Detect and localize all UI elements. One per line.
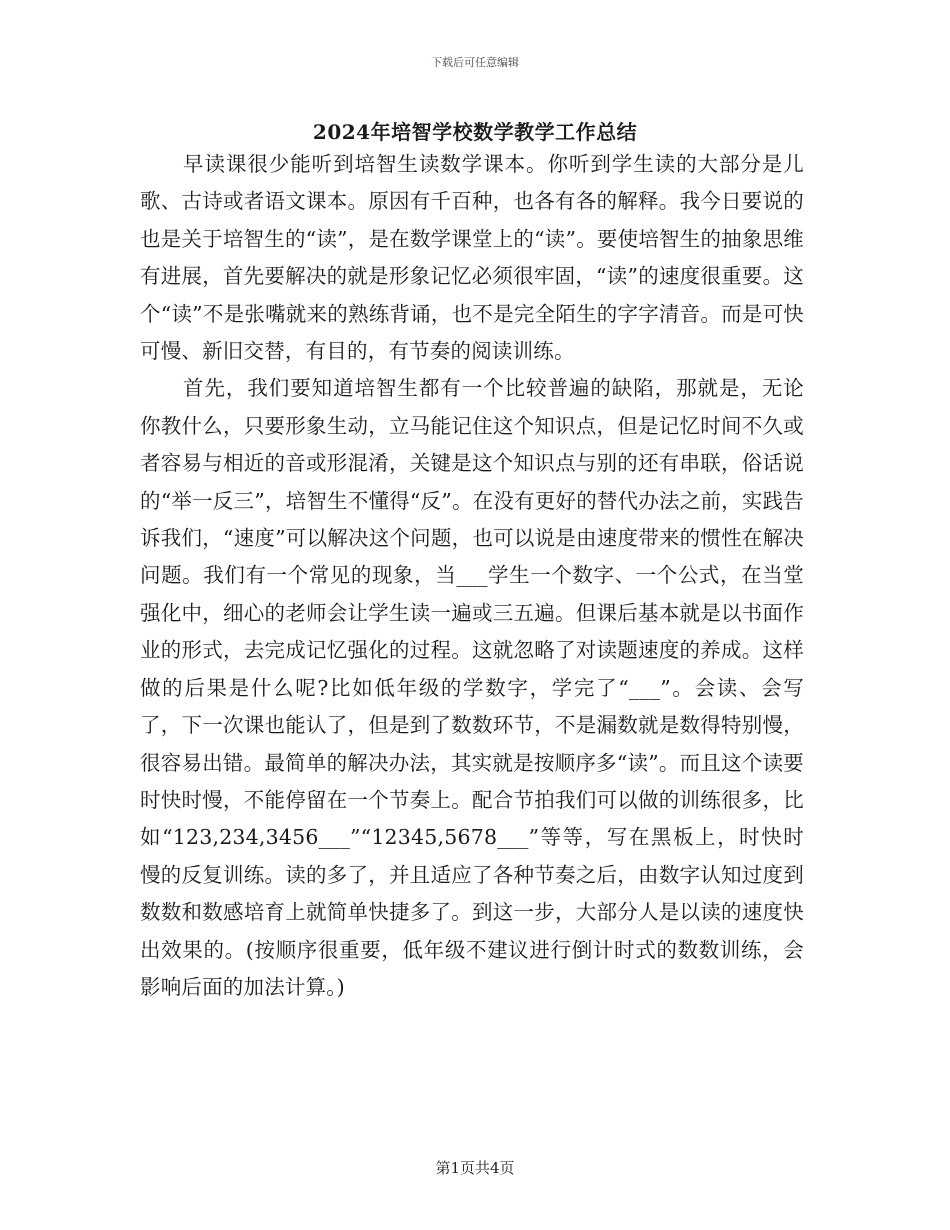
document-title: 2024年培智学校数学教学工作总结 xyxy=(312,120,638,144)
paragraph-1: 早读课很少能听到培智生读数学课本。你听到学生读的大部分是儿歌、古诗或者语文课本。原因有千百种，也各有各的解释。我今日要说的也是关于培智生的“读”，是在数学课堂上的“读”。要使培智生的抽象思维有进展，首先要解决的就是形象记忆必须很牢固，“读”的速度很重要。这个“读”不是张嘴就来的熟练背诵，也不是完全陌生的字字清音。而是可快可慢、新旧交替，有目的，有节奏的阅读训练。 xyxy=(140,152,804,364)
header-note: 下载后可任意编辑 xyxy=(431,56,519,69)
document-body xyxy=(140,146,804,1006)
paragraph-2: 首先，我们要知道培智生都有一个比较普遍的缺陷，那就是，无论你教什么，只要形象生动，立马能记住这个知识点，但是记忆时间不久或者容易与相近的音或形混淆，关键是这个知识点与别的还有串联，俗话说的“举一反三”，培智生不懂得“反”。在没有更好的替代办法之前，实践告诉我们，“速度”可以解决这个问题，也可以说是由速度带来的惯性在解决问题。我们有一个常见的现象，当___学生一个数字、一个公式，在当堂强化中，细心的老师会让学生读一遍或三五遍。但课后基本就是以书面作业的形式，去完成记忆强化的过程。这就忽略了对读题速度的养成。这样做的后果是什么呢?比如低年级的学数字，学完了“___”。会读、会写了，下一次课也能认了，但是到了数数环节，不是漏数就是数得特别慢，很容易出错。最简单的解决办法，其实就是按顺序多“读”。而且这个读要时快时慢，不能停留在一个节奏上。配合节拍我们可以做的训练很多，比如“123,234,3456___”“12345,5678___”等等，写在黑板上，时快时慢的反复训练。读的多了，并且适应了各种节奏之后，由数字认知过度到数数和数感培育上就简单快捷多了。到这一步，大部分人是以读的速度快出效果的。(按顺序很重要，低年级不建议进行倒计时式的数数训练，会影响后面的加法计算。) xyxy=(140,376,804,999)
page-number: 第1页共4页 xyxy=(435,1159,515,1177)
